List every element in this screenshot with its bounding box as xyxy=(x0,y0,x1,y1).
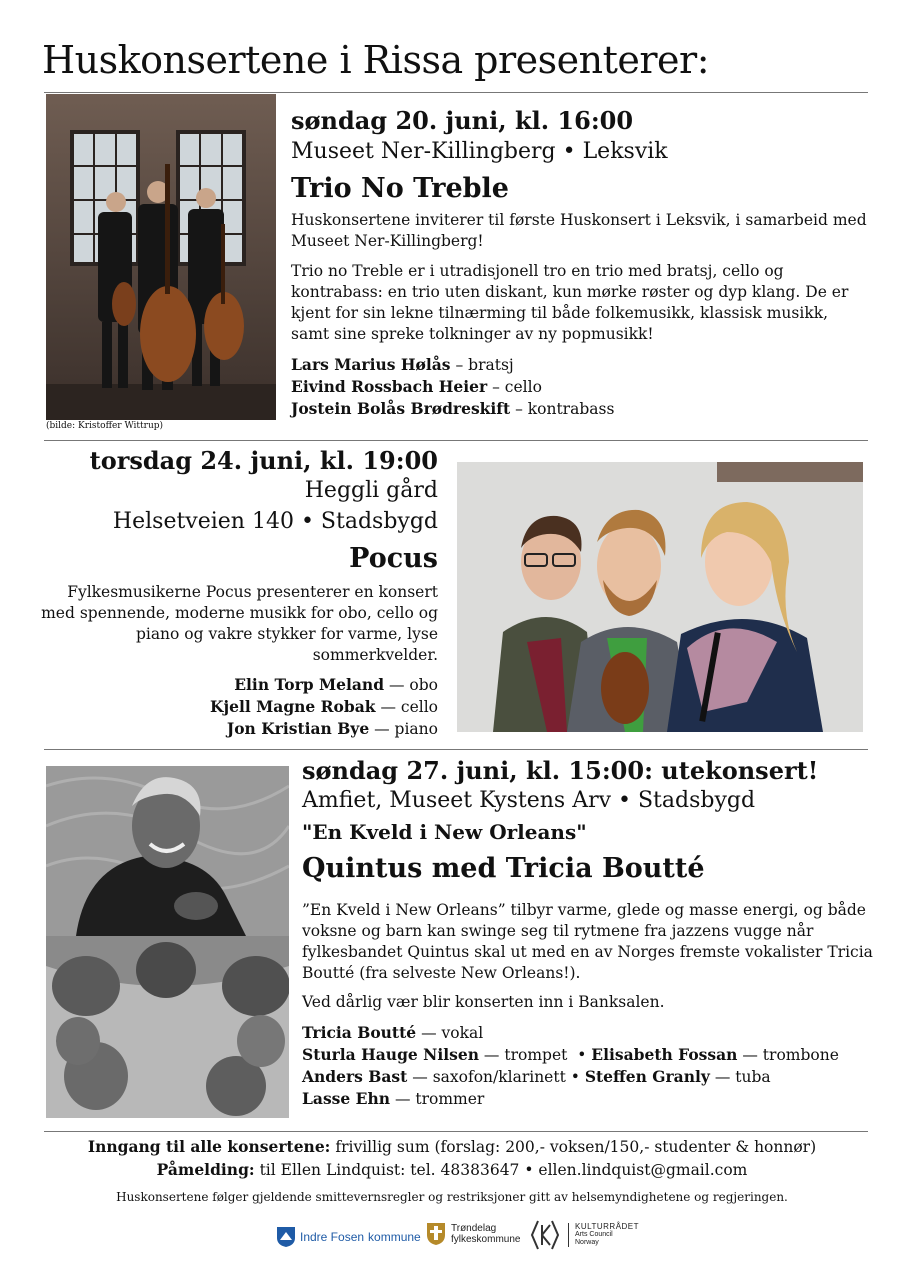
concert1-intro: Huskonsertene inviterer til første Huskonsert i Leksvik, i samarbeid med Museet Ner-Killingberg! xyxy=(291,211,867,250)
concert2-musicians xyxy=(210,674,438,740)
concert3-musicians xyxy=(302,1022,839,1110)
concert1-musicians xyxy=(291,354,614,420)
concert3-description: ”En Kveld i New Orleans” tilbyr varme, glede og masse energi, og både voksne og barn kan swinge seg til rytmene fra jazzens vugge når fylkesbandet Quintus skal ut med en av Norges fremste vokalister Tricia Boutté (fra selveste New Orleans!). xyxy=(302,901,873,982)
concert2-venue: Heggli gård xyxy=(304,478,438,503)
photo-caption: (bilde: Kristoffer Wittrup) xyxy=(46,421,164,431)
health-notice: Huskonsertene følger gjeldende smittevernsregler og restriksjoner gitt av helsemyndighetene og regjeringen. xyxy=(116,1190,788,1204)
pocus-photo xyxy=(457,462,863,732)
shield-icon xyxy=(276,1226,296,1248)
trio-photo xyxy=(46,94,276,420)
concert3-venue: Amfiet, Museet Kystens Arv • Stadsbygd xyxy=(302,788,756,813)
concert2-address: Helsetveien 140 • Stadsbygd xyxy=(112,509,438,534)
divider xyxy=(44,749,868,750)
musician-row: Anders Bast — saxofon/klarinett • Steffen Granly — tuba xyxy=(302,1067,771,1086)
concert1-date: søndag 20. juni, kl. 16:00 xyxy=(291,106,634,135)
crest-icon xyxy=(426,1222,446,1246)
musician-row: Sturla Hauge Nilsen — trompet • Elisabeth Fossan — trombone xyxy=(302,1045,839,1064)
musician: Lasse Ehn — trommer xyxy=(302,1089,485,1108)
indre-fosen-logo: Indre Fosen kommune xyxy=(276,1226,421,1248)
musician: Jon Kristian Bye — piano xyxy=(226,719,438,738)
concert2-date: torsdag 24. juni, kl. 19:00 xyxy=(89,446,438,475)
concert3-subtitle: "En Kveld i New Orleans" xyxy=(302,820,587,844)
divider xyxy=(44,92,868,93)
musician: Eivind Rossbach Heier – cello xyxy=(291,377,542,396)
divider xyxy=(44,1131,868,1132)
concert1-venue: Museet Ner-Killingberg • Leksvik xyxy=(291,139,668,164)
musician: Elin Torp Meland — obo xyxy=(234,675,438,694)
concert3-weather-note: Ved dårlig vær blir konserten inn i Banksalen. xyxy=(302,993,665,1011)
musician: Tricia Boutté — vokal xyxy=(302,1023,484,1042)
concert2-description: Fylkesmusikerne Pocus presenterer en konsert med spennende, moderne musikk for obo, cello og piano og vakre stykker for varme, lyse sommerkvelder. xyxy=(41,583,438,664)
quintus-photo xyxy=(46,936,289,1118)
divider xyxy=(44,440,868,441)
trondelag-logo: Trøndelag fylkeskommune xyxy=(426,1222,520,1246)
concert1-title: Trio No Treble xyxy=(291,173,509,204)
kulturradet-logo: KULTURRÅDET Arts Council Norway xyxy=(530,1219,639,1251)
musician: Lars Marius Hølås – bratsj xyxy=(291,355,514,374)
concert2-title: Pocus xyxy=(349,543,438,574)
concert1-description: Trio no Treble er i utradisjonell tro en trio med bratsj, cello og kontrabass: en trio uten diskant, kun mørke røster og dyp klang. De er kjent for sin lekne tilnærming til både folkemusikk, klassisk musikk, samt sine spreke tolkninger av ny popmusikk! xyxy=(291,262,849,343)
page-title: Huskonsertene i Rissa presenterer: xyxy=(42,38,709,82)
signup-info: Påmelding: til Ellen Lindquist: tel. 48383647 • ellen.lindquist@gmail.com xyxy=(156,1160,748,1179)
concert3-title: Quintus med Tricia Boutté xyxy=(302,853,705,884)
musician: Jostein Bolås Brødreskift – kontrabass xyxy=(291,399,615,418)
tricia-photo xyxy=(46,766,289,936)
concert3-date: søndag 27. juni, kl. 15:00: utekonsert! xyxy=(302,756,819,785)
musician: Kjell Magne Robak — cello xyxy=(210,697,438,716)
kulturradet-icon xyxy=(530,1219,560,1251)
entry-info: Inngang til alle konsertene: frivillig sum (forslag: 200,- voksen/150,- studenter & honnør) xyxy=(87,1137,817,1156)
